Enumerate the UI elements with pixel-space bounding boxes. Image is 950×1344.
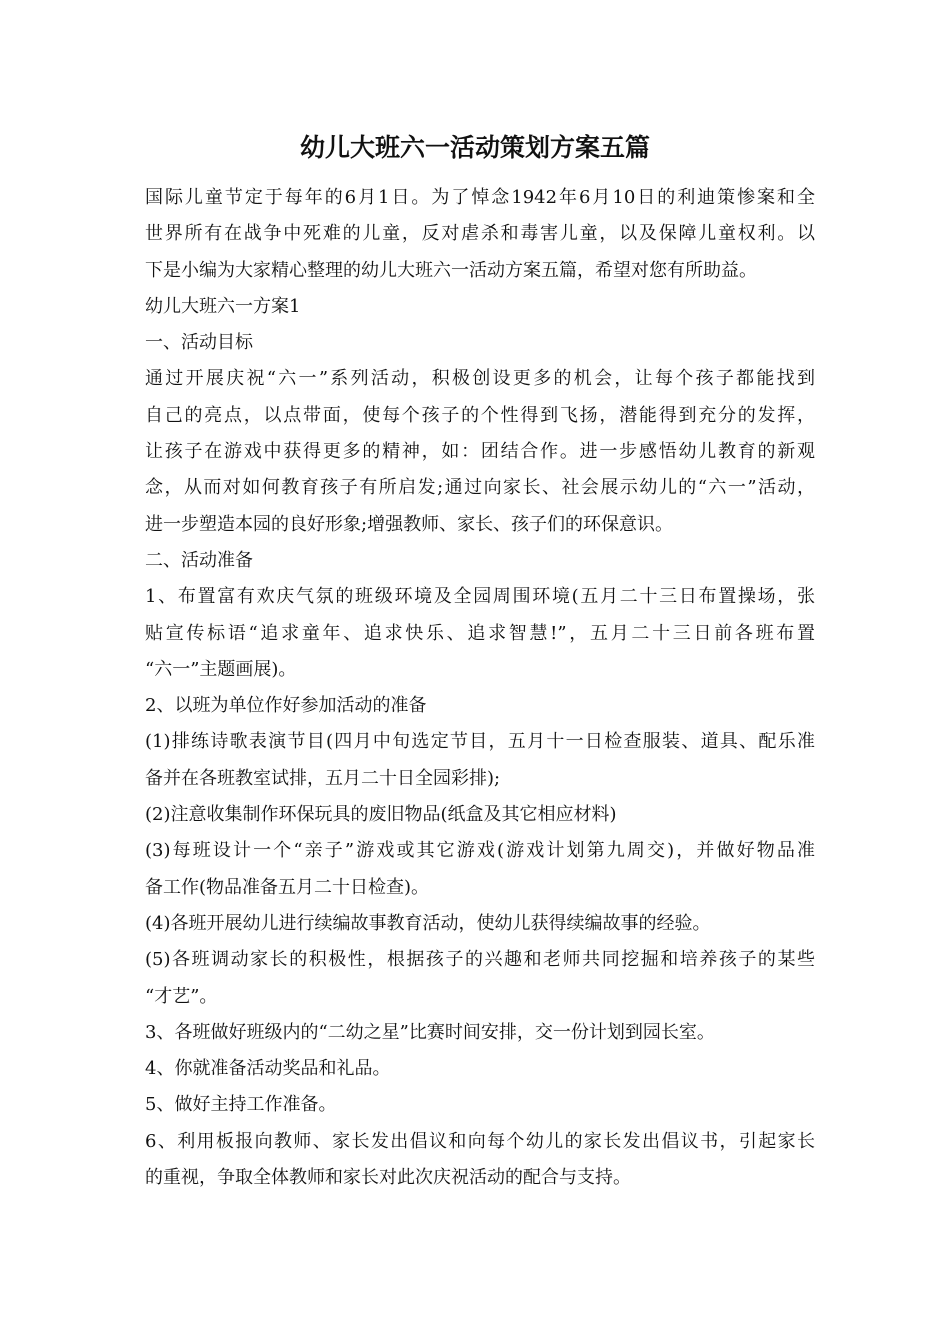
text-line: 2、以班为单位作好参加活动的准备: [145, 695, 427, 717]
text-line: 3、各班做好班级内的“二幼之星”比赛时间安排，交一份计划到园长室。: [145, 1021, 715, 1043]
text-line: 1、布置富有欢庆气氛的班级环境及全园周围环境(五月二十三日布置操场，张: [145, 586, 815, 608]
text-line: 让孩子在游戏中获得更多的精神，如：团结合作。进一步感悟幼儿教育的新观: [145, 441, 815, 463]
text-line: 下是小编为大家精心整理的幼儿大班六一活动方案五篇，希望对您有所助益。: [145, 259, 757, 281]
document-body: [145, 180, 815, 1196]
text-line: 5、做好主持工作准备。: [145, 1094, 337, 1116]
text-line: 国际儿童节定于每年的6月1日。为了悼念1942年6月10日的利迪策惨案和全: [145, 187, 815, 208]
text-line: 通过开展庆祝“六一”系列活动，积极创设更多的机会，让每个孩子都能找到: [145, 368, 815, 390]
text-line: 备并在各班教室试排，五月二十日全园彩排);: [145, 767, 501, 789]
text-line: 6、利用板报向教师、家长发出倡议和向每个幼儿的家长发出倡议书，引起家长: [145, 1130, 815, 1152]
text-line: (2)注意收集制作环保玩具的废旧物品(纸盒及其它相应材料): [145, 804, 617, 826]
text-line: “才艺”。: [145, 985, 218, 1007]
text-line: 自己的亮点，以点带面，使每个孩子的个性得到飞扬，潜能得到充分的发挥，: [145, 404, 815, 426]
section-heading: 一、活动目标: [145, 332, 253, 354]
document-title: 幼儿大班六一活动策划方案五篇: [299, 133, 650, 162]
section-heading: 二、活动准备: [145, 549, 253, 571]
text-line: (3)每班设计一个“亲子”游戏或其它游戏(游戏计划第九周交)，并做好物品准: [145, 840, 815, 862]
text-line: (5)各班调动家长的积极性，根据孩子的兴趣和老师共同挖掘和培养孩子的某些: [145, 949, 815, 971]
text-line: 的重视，争取全体教师和家长对此次庆祝活动的配合与支持。: [145, 1167, 631, 1189]
text-line: 念，从而对如何教育孩子有所启发;通过向家长、社会展示幼儿的“六一”活动，: [145, 477, 815, 499]
text-line: 4、你就准备活动奖品和礼品。: [145, 1058, 391, 1080]
text-line: 进一步塑造本园的良好形象;增强教师、家长、孩子们的环保意识。: [145, 513, 674, 535]
section-heading: 幼儿大班六一方案1: [145, 295, 301, 317]
text-line: 贴宣传标语“追求童年、追求快乐、追求智慧!”，五月二十三日前各班布置: [145, 622, 815, 644]
text-line: 备工作(物品准备五月二十日检查)。: [145, 876, 430, 898]
text-line: 世界所有在战争中死难的儿童，反对虐杀和毒害儿童，以及保障儿童权利。以: [145, 223, 815, 245]
text-line: (1)排练诗歌表演节目(四月中旬选定节目，五月十一日检查服装、道具、配乐准: [145, 731, 815, 753]
text-line: (4)各班开展幼儿进行续编故事教育活动，使幼儿获得续编故事的经验。: [145, 912, 711, 934]
text-line: “六一”主题画展)。: [145, 658, 297, 680]
